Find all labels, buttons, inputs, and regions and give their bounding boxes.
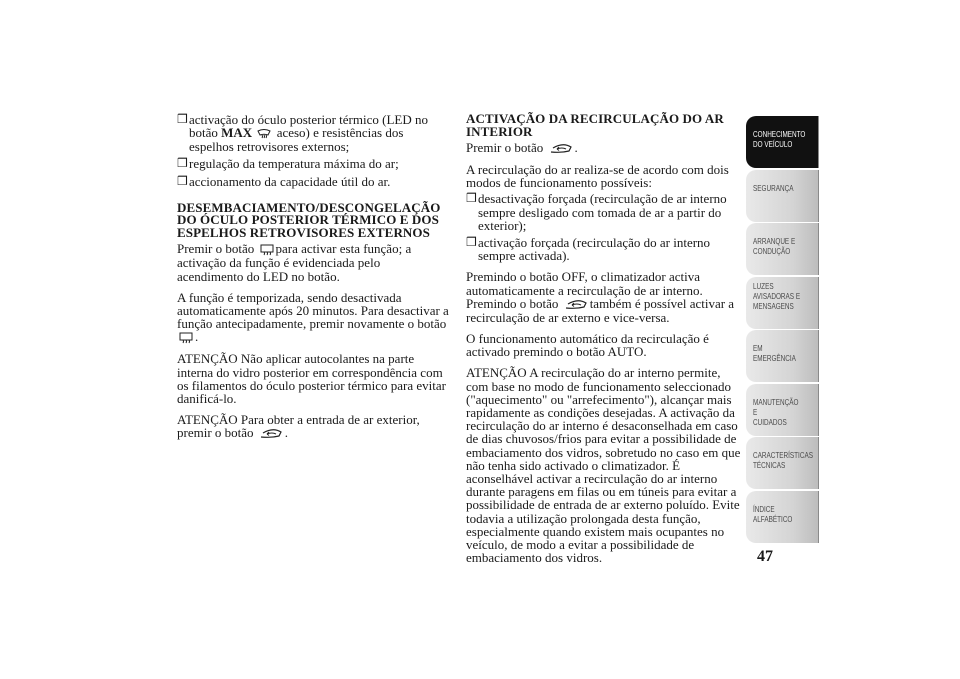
list-item — [177, 175, 449, 188]
bullet-text: regulação da temperatura máxima do ar; — [189, 156, 399, 172]
tab-label: MANUTENÇÃO E CUIDADOS — [753, 397, 799, 427]
paragraph-text: também é possível activar a recirculação de ar externo e vice-versa. — [466, 295, 735, 325]
tab-seguranca[interactable] — [746, 170, 819, 222]
paragraph: O funcionamento automático da recirculação é activado premindo o botão AUTO. — [466, 331, 709, 360]
paragraph-text: para activar esta função; a activação da função é evidenciada pelo acendimento do LED no botão. — [177, 241, 412, 284]
paragraph-text: . — [574, 140, 578, 155]
rear-window-defrost-icon — [179, 332, 193, 344]
warning-paragraph: ATENÇÃO Não aplicar autocolantes na parte interna do vidro posterior em correspondência com os filamentos do óculo posterior térmico para evitar danificá-lo. — [177, 351, 446, 406]
paragraph — [466, 270, 741, 324]
max-label: MAX — [221, 125, 253, 141]
warning-paragraph: ATENÇÃO A recirculação do ar interno permite, com base no modo de funcionamento seleccionado ("aquecimento" ou "arrefecimento"), alcançar mais rapidamente as condições desejadas. A activação da recirculação do ar interno é desaconselhada em caso de dias chuvosos/frios para evitar a possibilidade de embaciamento dos vidros, sobretudo no caso em que não tenha sido activado o climatizador. É aconselhável activar a recirculação do ar interno durante paragens em filas ou em túneis para evitar a possibilidade de entrada de ar externo poluído. Evite todavia a utilização prolongada desta função, especialmente quando existem mais ocupantes no veículo, de modo a evitar a possibilidade de embaciamento dos vidros. — [466, 365, 741, 566]
checkbox-bullet-icon: ❒ — [177, 156, 188, 171]
section-heading-defrost: DESEMBACIAMENTO/DESCONGELAÇÃO DO ÓCULO POSTERIOR TÉRMICO E DOS ESPELHOS RETROVISORES EXTERNOS — [177, 199, 441, 240]
bullet-text-post: aceso) e resistências dos espelhos retrovisores externos; — [189, 125, 404, 155]
paragraph-text: . — [195, 329, 199, 345]
left-column — [177, 113, 449, 448]
tab-indice-alfabetico[interactable] — [746, 491, 819, 543]
tab-label: LUZES AVISADORAS E MENSAGENS — [753, 281, 801, 311]
bullet-text-pre: activação do óculo posterior térmico (LED no botão — [189, 112, 428, 141]
paragraph: A recirculação do ar realiza-se de acordo com dois modos de funcionamento possíveis: — [466, 162, 729, 191]
tab-manutencao[interactable] — [746, 384, 819, 436]
page-number: 47 — [757, 548, 773, 565]
bullet-text: activação forçada (recirculação do ar interno sempre activada). — [478, 235, 711, 264]
tab-label: ARRANQUE E CONDUÇÃO — [753, 237, 796, 256]
list-item — [466, 236, 741, 262]
list-item — [177, 113, 449, 153]
tab-arranque-e-conducao[interactable] — [746, 223, 819, 275]
tab-luzes-avisadoras[interactable] — [746, 277, 819, 329]
bullet-text: accionamento da capacidade útil do ar. — [189, 173, 391, 189]
tab-label: CONHECIMENTO DO VEÍCULO — [753, 130, 806, 149]
tab-label: EM EMERGÊNCIA — [753, 344, 796, 363]
paragraph-text: Premir o botão — [177, 241, 255, 257]
paragraph — [177, 291, 449, 345]
tab-label: ÍNDICE ALFABÉTICO — [753, 504, 793, 524]
tab-label: CARACTERÍSTICAS TÉCNICAS — [753, 451, 813, 470]
air-recirculation-icon — [259, 428, 283, 440]
checkbox-bullet-icon: ❒ — [466, 191, 477, 206]
paragraph-text: Premir o botão — [466, 140, 544, 155]
paragraph — [177, 242, 449, 282]
list-item — [466, 192, 741, 232]
list-item — [177, 157, 449, 170]
paragraph-text: . — [284, 425, 289, 441]
checkbox-bullet-icon: ❒ — [177, 173, 188, 188]
warning-paragraph — [177, 413, 449, 440]
tab-em-emergencia[interactable] — [746, 330, 819, 382]
paragraph-text: A função é temporizada, sendo desactivada automaticamente após 20 minutos. Para desactivar a função antecipadamente, premir novamente o botão — [177, 289, 449, 332]
air-recirculation-icon — [549, 143, 573, 155]
paragraph-text: ATENÇÃO Para obter a entrada de ar exterior, premir o botão — [177, 412, 420, 441]
checkbox-bullet-icon: ❒ — [466, 235, 477, 250]
paragraph — [466, 141, 741, 155]
checkbox-bullet-icon: ❒ — [177, 112, 188, 126]
paragraph-text: Premindo o botão OFF, o climatizador activa automaticamente a recirculação de ar interno. Premindo o botão — [466, 269, 703, 311]
section-heading-recirculation: ACTIVAÇÃO DA RECIRCULAÇÃO DO AR INTERIOR — [466, 111, 724, 139]
chapter-tabs — [746, 116, 819, 544]
tab-label: SEGURANÇA — [753, 183, 794, 193]
tab-caracteristicas-tecnicas[interactable] — [746, 437, 819, 489]
bullet-text: desactivação forçada (recirculação de ar interno sempre desligado com tomada de ar a partir do exterior); — [478, 191, 727, 233]
tab-conhecimento-do-veiculo[interactable] — [746, 116, 819, 168]
right-column — [466, 113, 741, 572]
